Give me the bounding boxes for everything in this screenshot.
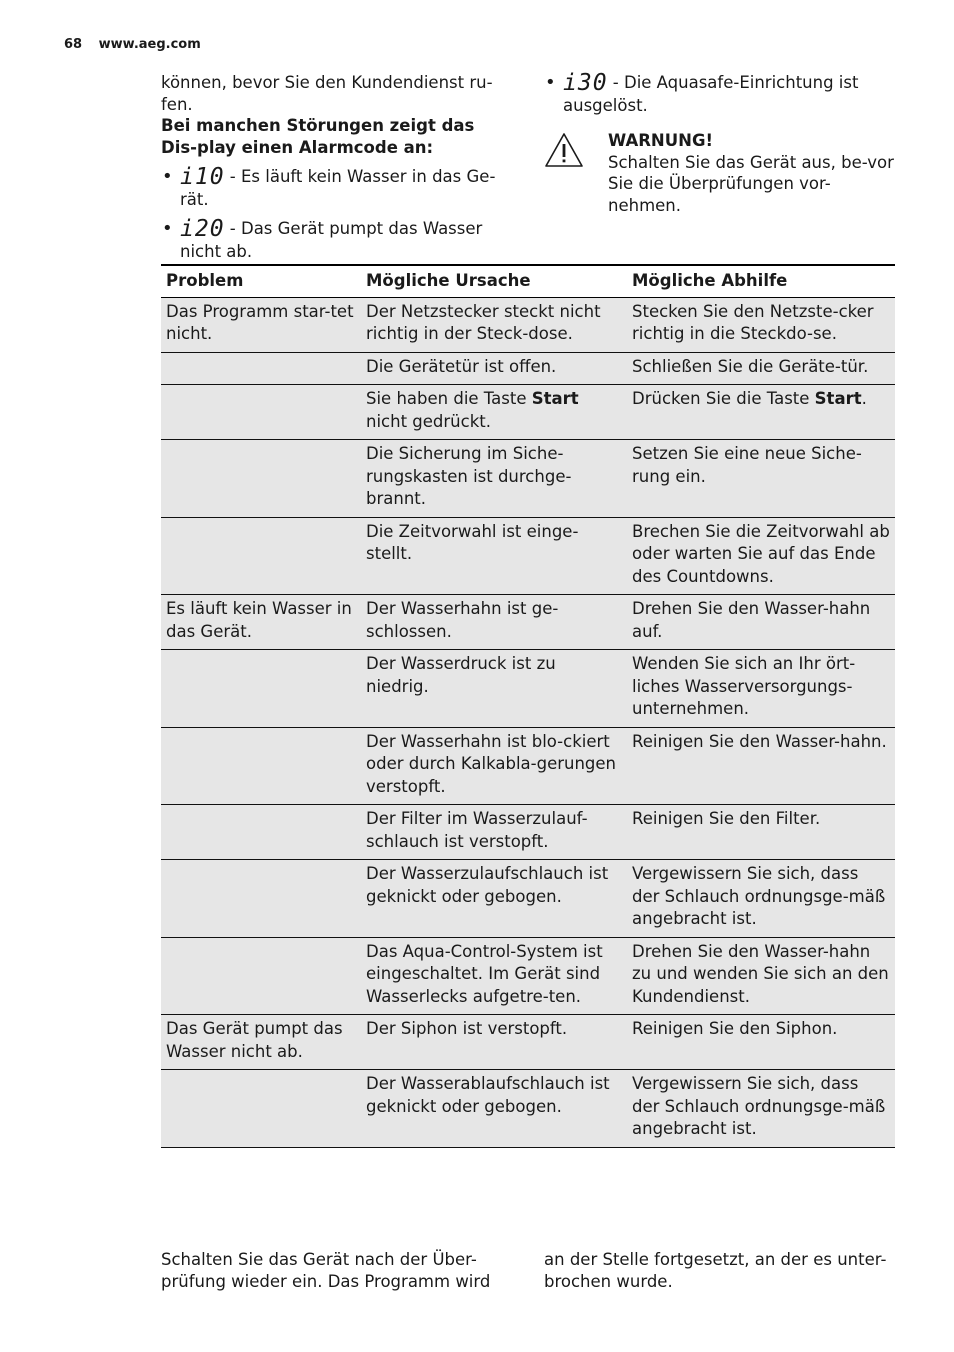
- problem-cell: [161, 727, 361, 805]
- cause-cell: Sie haben die Taste Start nicht gedrückt.: [361, 385, 627, 440]
- cause-cell: Der Wasserhahn ist blo-ckiert oder durch Kalkabla-gerungen verstopft.: [361, 727, 627, 805]
- alarm-intro: Bei manchen Störungen zeigt das Dis-play einen Alarmcode an:: [161, 116, 475, 157]
- alarm-item-i20: [161, 218, 511, 262]
- alarm-text: - Die Aquasafe-Einrichtung ist ausgelöst.: [563, 73, 859, 115]
- remedy-cell: Drehen Sie den Wasser-hahn auf.: [627, 595, 895, 650]
- problem-cell: [161, 1070, 361, 1148]
- header-problem: Problem: [161, 265, 361, 297]
- cause-cell: Die Sicherung im Siche-rungskasten ist durchge-brannt.: [361, 440, 627, 518]
- problem-cell: [161, 937, 361, 1015]
- cause-cell: Der Wasserablaufschlauch ist geknickt oder gebogen.: [361, 1070, 627, 1148]
- table-row: [161, 1015, 895, 1070]
- table-row: [161, 937, 895, 1015]
- alarm-item-i10: [161, 166, 511, 210]
- problem-cell: [161, 385, 361, 440]
- cause-cell: Das Aqua-Control-System ist eingeschaltet. Im Gerät sind Wasserlecks aufgetre-ten.: [361, 937, 627, 1015]
- table-header-row: [161, 265, 895, 297]
- alarm-code: i30: [563, 70, 608, 96]
- remedy-cell: Schließen Sie die Geräte-tür.: [627, 352, 895, 385]
- warning-text: Schalten Sie das Gerät aus, be-vor Sie die Überprüfungen vor-nehmen.: [608, 152, 894, 215]
- remedy-cell: Drehen Sie den Wasser-hahn zu und wenden Sie sich an den Kundendienst.: [627, 937, 895, 1015]
- table-row: [161, 1070, 895, 1148]
- warning-title: WARNUNG!: [608, 131, 714, 150]
- start-key-label: Start: [531, 389, 579, 408]
- problem-cell: [161, 805, 361, 860]
- website-url: www.aeg.com: [98, 37, 201, 52]
- cause-cell: Der Wasserhahn ist ge-schlossen.: [361, 595, 627, 650]
- cause-cell: Die Zeitvorwahl ist einge-stellt.: [361, 517, 627, 595]
- remedy-cell: Reinigen Sie den Filter.: [627, 805, 895, 860]
- table-row: [161, 352, 895, 385]
- remedy-cell: Vergewissern Sie sich, dass der Schlauch ordnungsge-mäß angebracht ist.: [627, 1070, 895, 1148]
- cause-cell: Der Siphon ist verstopft.: [361, 1015, 627, 1070]
- remedy-cell: Reinigen Sie den Wasser-hahn.: [627, 727, 895, 805]
- table-row: [161, 805, 895, 860]
- page-header: [64, 37, 201, 52]
- table-row: [161, 860, 895, 938]
- problem-cell: [161, 650, 361, 728]
- remedy-cell: Reinigen Sie den Siphon.: [627, 1015, 895, 1070]
- cause-cell: Der Netzstecker steckt nicht richtig in der Steck-dose.: [361, 297, 627, 352]
- alarm-code: i20: [180, 216, 225, 242]
- alarm-code: i10: [180, 164, 225, 190]
- footer-text-left: Schalten Sie das Gerät nach der Über-prüfung wieder ein. Das Programm wird: [161, 1250, 491, 1291]
- problem-cell: [161, 517, 361, 595]
- cause-cell: Der Wasserdruck ist zu niedrig.: [361, 650, 627, 728]
- problem-cell: Es läuft kein Wasser in das Gerät.: [161, 595, 361, 650]
- cause-cell: Der Wasserzulaufschlauch ist geknickt oder gebogen.: [361, 860, 627, 938]
- remedy-cell: Wenden Sie sich an Ihr ört-liches Wasserversorgungs-unternehmen.: [627, 650, 895, 728]
- problem-cell: [161, 352, 361, 385]
- remedy-cell: Setzen Sie eine neue Siche-rung ein.: [627, 440, 895, 518]
- remedy-cell: Brechen Sie die Zeitvorwahl ab oder warten Sie auf das Ende des Countdowns.: [627, 517, 895, 595]
- remedy-cell: Stecken Sie den Netzste-cker richtig in die Steckdo-se.: [627, 297, 895, 352]
- table-row: [161, 385, 895, 440]
- table-row: [161, 727, 895, 805]
- table-row: [161, 440, 895, 518]
- alarm-item-i30: [544, 72, 894, 116]
- page-number: 68: [64, 37, 83, 52]
- cause-cell: Die Gerätetür ist offen.: [361, 352, 627, 385]
- cause-cell: Der Filter im Wasserzulauf-schlauch ist verstopft.: [361, 805, 627, 860]
- troubleshooting-table: [161, 264, 895, 1148]
- problem-cell: [161, 440, 361, 518]
- header-cause: Mögliche Ursache: [361, 265, 627, 297]
- alarm-text: - Das Gerät pumpt das Wasser nicht ab.: [180, 219, 483, 261]
- intro-right-column: [544, 72, 894, 216]
- intro-left-column: [161, 72, 511, 262]
- remedy-cell: Drücken Sie die Taste Start.: [627, 385, 895, 440]
- intro-text: können, bevor Sie den Kundendienst ru-fen.: [161, 73, 493, 114]
- problem-cell: Das Gerät pumpt das Wasser nicht ab.: [161, 1015, 361, 1070]
- problem-cell: Das Programm star-tet nicht.: [161, 297, 361, 352]
- table-row: [161, 297, 895, 352]
- warning-box: [544, 130, 894, 216]
- header-remedy: Mögliche Abhilfe: [627, 265, 895, 297]
- table-row: [161, 595, 895, 650]
- warning-triangle-icon: [544, 132, 584, 168]
- table-row: [161, 650, 895, 728]
- footer-text-right: an der Stelle fortgesetzt, an der es unter-brochen wurde.: [544, 1250, 887, 1291]
- alarm-text: - Es läuft kein Wasser in das Ge-rät.: [180, 167, 496, 209]
- table-row: [161, 517, 895, 595]
- remedy-cell: Vergewissern Sie sich, dass der Schlauch ordnungsge-mäß angebracht ist.: [627, 860, 895, 938]
- start-key-label: Start: [814, 389, 862, 408]
- problem-cell: [161, 860, 361, 938]
